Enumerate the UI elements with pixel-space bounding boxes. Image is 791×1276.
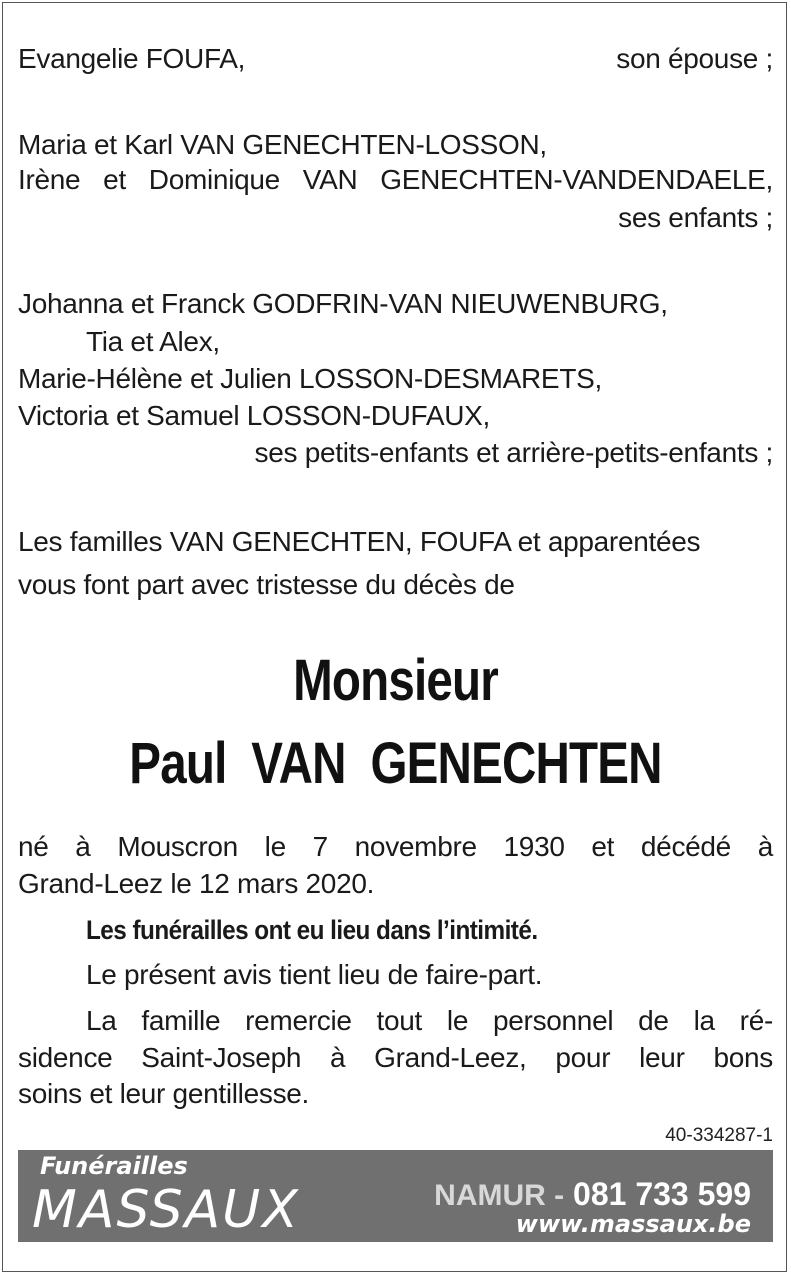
reference-number: 40-334287-1 xyxy=(665,1125,773,1146)
birth-death-line-2: Grand-Leez le 12 mars 2020. xyxy=(18,868,375,899)
brand-logo-text: MASSAUX xyxy=(32,1180,300,1240)
grandchildren-line-2: Tia et Alex, xyxy=(86,326,220,357)
notice-note: Le présent avis tient lieu de faire-part. xyxy=(86,959,543,990)
thanks-line-2: sidence Saint-Joseph à Grand-Leez, pour leur bons xyxy=(18,1042,773,1073)
grandchildren-role: ses petits-enfants et arrière-petits-enfants ; xyxy=(254,437,773,468)
thanks-line-3: soins et leur gentillesse. xyxy=(18,1078,310,1109)
contact-phone-line xyxy=(434,1176,751,1213)
children-line-1: Maria et Karl VAN GENECHTEN-LOSSON, xyxy=(18,129,547,160)
funeral-note: Les funérailles ont eu lieu dans l’intimité. xyxy=(86,915,538,945)
website-link[interactable]: www.massaux.be xyxy=(515,1210,751,1238)
spouse-role: son épouse ; xyxy=(616,43,773,74)
birth-death-line-1: né à Mouscron le 7 novembre 1930 et décédé à xyxy=(18,831,773,862)
contact-city: NAMUR - xyxy=(434,1179,565,1212)
children-line-2: Irène et Dominique VAN GENECHTEN-VANDENDAELE, xyxy=(18,164,773,195)
funeral-home-banner xyxy=(18,1150,773,1242)
deceased-name: Paul VAN GENECHTEN xyxy=(129,731,662,796)
grandchildren-line-4: Victoria et Samuel LOSSON-DUFAUX, xyxy=(18,400,490,431)
families-line-1: Les familles VAN GENECHTEN, FOUFA et apparentées xyxy=(18,526,701,557)
children-role: ses enfants ; xyxy=(618,202,773,233)
contact-phone: 081 733 599 xyxy=(573,1176,751,1212)
spouse-name: Evangelie FOUFA, xyxy=(18,43,246,74)
grandchildren-line-1: Johanna et Franck GODFRIN-VAN NIEUWENBURG, xyxy=(18,288,668,319)
families-line-2: vous font part avec tristesse du décès de xyxy=(18,569,515,600)
thanks-line-1: La famille remercie tout le personnel de la ré- xyxy=(86,1005,773,1036)
deceased-title: Monsieur xyxy=(293,648,498,713)
brand-subtitle: Funérailles xyxy=(40,1152,188,1180)
grandchildren-line-3: Marie-Hélène et Julien LOSSON-DESMARETS, xyxy=(18,363,602,394)
